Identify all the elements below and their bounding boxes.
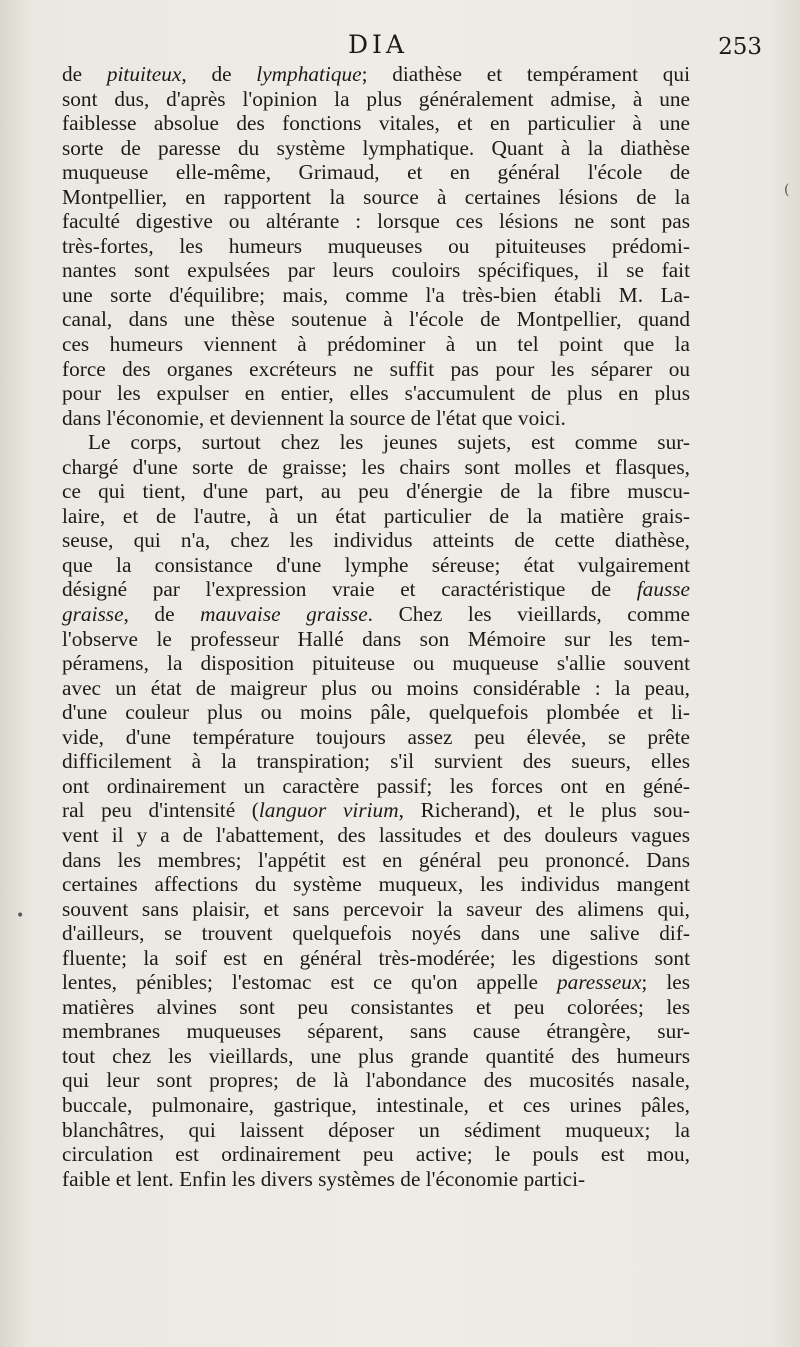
text-line: ces humeurs viennent à prédominer à un tel point que la <box>62 332 690 357</box>
text-line: vide, d'une température toujours assez peu élevée, se prête <box>62 724 690 749</box>
page-number: 253 <box>718 34 762 60</box>
text-line: fluente; la soif est en général très-modérée; les digestions sont <box>62 945 690 970</box>
text-line: que la consistance d'une lymphe séreuse; état vulgairement <box>62 552 690 577</box>
margin-speck: • <box>16 908 25 924</box>
text-line: sont dus, d'après l'opinion la plus généralement admise, à une <box>62 86 690 111</box>
text-line: nantes sont expulsées par leurs couloirs spécifiques, il se fait <box>62 258 690 283</box>
margin-bracket: ( <box>784 182 790 198</box>
text-line: ont ordinairement un caractère passif; les forces ont en géné- <box>62 773 690 798</box>
text-line: graisse, de mauvaise graisse. Chez les vieillards, comme <box>62 602 690 627</box>
text-line: seuse, qui n'a, chez les individus atteints de cette diathèse, <box>62 528 690 553</box>
text-line: souvent sans plaisir, et sans percevoir la saveur des alimens qui, <box>62 896 690 921</box>
text-line: d'ailleurs, se trouvent quelquefois noyés dans une salive dif- <box>62 921 690 946</box>
text-line: sorte de paresse du système lymphatique. Quant à la diathèse <box>62 135 690 160</box>
text-line: tout chez les vieillards, une plus grande quantité des humeurs <box>62 1043 690 1068</box>
text-line: faiblesse absolue des fonctions vitales, et en particulier à une <box>62 111 690 136</box>
text-line: blanchâtres, qui laissent déposer un sédiment muqueux; la <box>62 1117 690 1142</box>
text-line: buccale, pulmonaire, gastrique, intestinale, et ces urines pâles, <box>62 1092 690 1117</box>
text-line: ral peu d'intensité (languor virium, Richerand), et le plus sou- <box>62 798 691 823</box>
text-line: de pituiteux, de lymphatique; diathèse et tempérament qui <box>62 62 690 86</box>
text-line: ce qui tient, d'une part, au peu d'énergie de la fibre muscu- <box>62 479 690 504</box>
text-line: chargé d'une sorte de graisse; les chairs sont molles et flasques, <box>62 454 690 479</box>
text-line: péramens, la disposition pituiteuse ou muqueuse s'allie souvent <box>62 651 690 676</box>
text-line: désigné par l'expression vraie et caractéristique de fausse <box>62 577 690 602</box>
text-line: l'observe le professeur Hallé dans son Mémoire sur les tem- <box>62 626 690 651</box>
running-head: DIA <box>348 30 408 59</box>
text-line: faculté digestive ou altérante : lorsque ces lésions ne sont pas <box>62 209 690 234</box>
text-line: très-fortes, les humeurs muqueuses ou pituiteuses prédomi- <box>62 233 690 258</box>
text-line: Le corps, surtout chez les jeunes sujets, est comme sur- <box>88 430 690 455</box>
text-line: Montpellier, en rapportent la source à certaines lésions de la <box>62 184 690 209</box>
text-line: force des organes excréteurs ne suffit pas pour les séparer ou <box>62 356 690 381</box>
text-line: pour les expulser en entier, elles s'accumulent de plus en plus <box>62 381 690 406</box>
text-line: d'une couleur plus ou moins pâle, quelquefois plombée et li- <box>62 700 690 725</box>
text-line: dans les membres; l'appétit est en général peu prononcé. Dans <box>62 847 690 872</box>
text-line: difficilement à la transpiration; s'il survient des sueurs, elles <box>62 749 690 774</box>
text-line: une sorte d'équilibre; mais, comme l'a très-bien établi M. La- <box>62 282 690 307</box>
text-line: avec un état de maigreur plus ou moins considérable : la peau, <box>62 675 690 700</box>
page-header <box>0 30 800 60</box>
body-text <box>62 62 690 1191</box>
text-line: qui leur sont propres; de là l'abondance des mucosités nasale, <box>62 1068 690 1093</box>
text-line: laire, et de l'autre, à un état particulier de la matière grais- <box>62 503 690 528</box>
text-line: membranes muqueuses séparent, sans cause étrangère, sur- <box>62 1019 690 1044</box>
text-line: vent il y a de l'abattement, des lassitudes et des douleurs vagues <box>62 822 690 847</box>
text-line: circulation est ordinairement peu active; le pouls est mou, <box>62 1142 690 1167</box>
text-line: canal, dans une thèse soutenue à l'école de Montpellier, quand <box>62 307 690 332</box>
text-line: faible et lent. Enfin les divers systèmes de l'économie partici- <box>62 1166 586 1191</box>
text-line: lentes, pénibles; l'estomac est ce qu'on appelle paresseux; les <box>62 970 690 995</box>
text-line: certaines affections du système muqueux, les individus mangent <box>62 872 690 897</box>
text-line: matières alvines sont peu consistantes et peu colorées; les <box>62 994 690 1019</box>
text-line: muqueuse elle-même, Grimaud, et en général l'école de <box>62 160 690 185</box>
text-line: dans l'économie, et deviennent la source de l'état que voici. <box>62 405 566 430</box>
